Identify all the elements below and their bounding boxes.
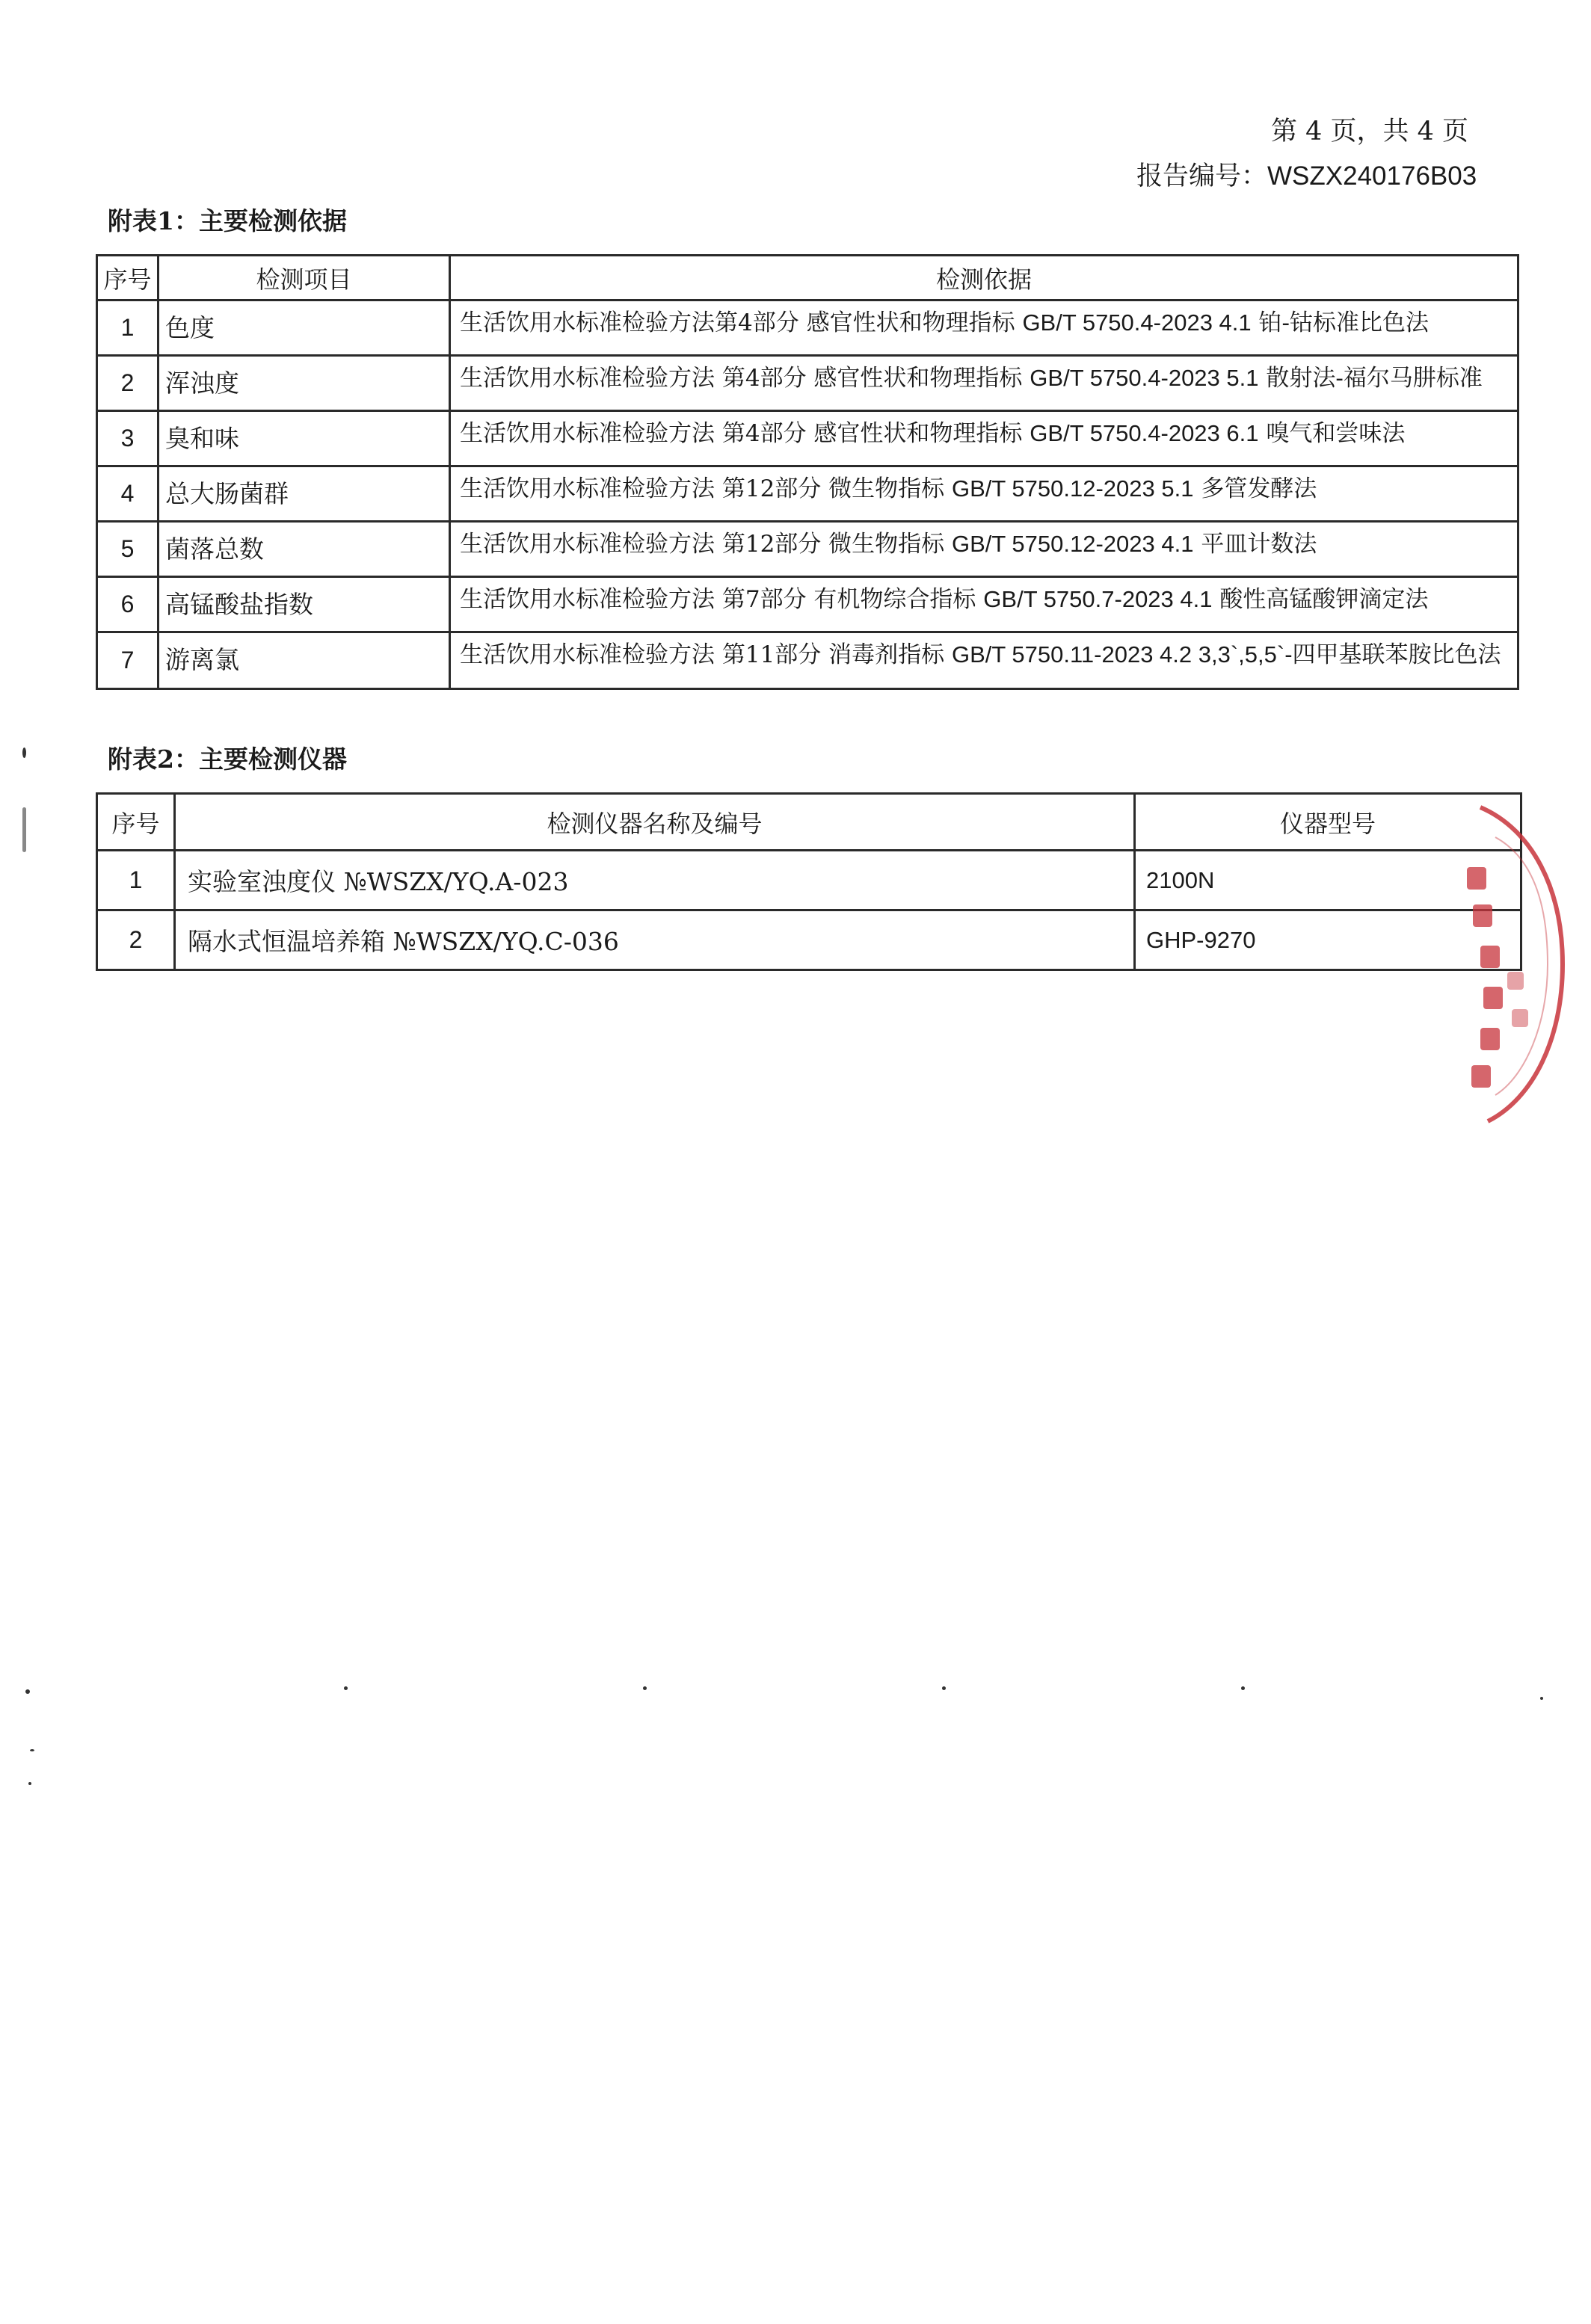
scan-speck xyxy=(1241,1686,1245,1690)
test-item: 浑浊度 xyxy=(159,356,450,411)
test-item: 臭和味 xyxy=(159,411,450,466)
table-row xyxy=(97,300,1518,356)
seal-lettering xyxy=(1467,867,1528,1088)
scan-speck xyxy=(344,1686,348,1690)
instrument-model: 2100N xyxy=(1135,851,1521,910)
page-indicator: 第 4 页，共 4 页 xyxy=(1271,117,1469,147)
scan-speck xyxy=(28,1782,31,1785)
test-basis: 生活饮用水标准检验方法 第7部分 有机物综合指标 GB/T 5750.7-2023 4.1 酸性高锰酸钾滴定法 xyxy=(450,577,1518,632)
seal-ring-inner xyxy=(1495,837,1548,1095)
column-header-item: 检测项目 xyxy=(159,256,450,300)
row-no: 5 xyxy=(97,522,159,577)
report-number-value: WSZX240176B03 xyxy=(1267,161,1477,191)
column-header-model: 仪器型号 xyxy=(1135,794,1521,851)
table-row xyxy=(97,632,1518,689)
row-no: 2 xyxy=(97,356,159,411)
appendix2-caption: 附表2：主要检测仪器 xyxy=(108,745,347,774)
row-no: 1 xyxy=(97,300,159,356)
company-seal xyxy=(1450,785,1591,1136)
table-row xyxy=(97,411,1518,466)
table-row xyxy=(97,851,1521,910)
test-basis: 生活饮用水标准检验方法 第11部分 消毒剂指标 GB/T 5750.11-2023 4.2 3,3`,5,5`-四甲基联苯胺比色法 xyxy=(450,632,1518,689)
instrument-model: GHP-9270 xyxy=(1135,910,1521,970)
row-no: 7 xyxy=(97,632,159,689)
test-item: 高锰酸盐指数 xyxy=(159,577,450,632)
table-row xyxy=(97,577,1518,632)
column-header-no: 序号 xyxy=(97,794,175,851)
column-header-basis: 检测依据 xyxy=(450,256,1518,300)
instrument-name: 实验室浊度仪 №WSZX/YQ.A-023 xyxy=(175,851,1135,910)
test-basis: 生活饮用水标准检验方法 第12部分 微生物指标 GB/T 5750.12-2023 4.1 平皿计数法 xyxy=(450,522,1518,577)
test-item: 菌落总数 xyxy=(159,522,450,577)
column-header-no: 序号 xyxy=(97,256,159,300)
scan-speck xyxy=(942,1686,946,1690)
row-no: 4 xyxy=(97,466,159,522)
scan-speck xyxy=(22,748,26,758)
table-row xyxy=(97,910,1521,970)
scan-speck xyxy=(25,1689,30,1694)
test-basis: 生活饮用水标准检验方法 第12部分 微生物指标 GB/T 5750.12-2023 5.1 多管发酵法 xyxy=(450,466,1518,522)
scan-speck xyxy=(643,1686,647,1690)
test-item: 游离氯 xyxy=(159,632,450,689)
scan-speck xyxy=(1540,1697,1543,1700)
table-row xyxy=(97,356,1518,411)
table-header-row xyxy=(97,256,1518,300)
test-basis: 生活饮用水标准检验方法 第4部分 感官性状和物理指标 GB/T 5750.4-2023 5.1 散射法-福尔马肼标准 xyxy=(450,356,1518,411)
test-item: 色度 xyxy=(159,300,450,356)
test-item: 总大肠菌群 xyxy=(159,466,450,522)
testing-basis-table xyxy=(96,254,1519,690)
row-no: 6 xyxy=(97,577,159,632)
test-basis: 生活饮用水标准检验方法 第4部分 感官性状和物理指标 GB/T 5750.4-2023 6.1 嗅气和尝味法 xyxy=(450,411,1518,466)
instrument-table xyxy=(96,792,1522,971)
report-number xyxy=(1136,155,1477,193)
table-row xyxy=(97,522,1518,577)
instrument-name: 隔水式恒温培养箱 №WSZX/YQ.C-036 xyxy=(175,910,1135,970)
scan-speck xyxy=(22,807,26,852)
column-header-instrument: 检测仪器名称及编号 xyxy=(175,794,1135,851)
test-basis: 生活饮用水标准检验方法第4部分 感官性状和物理指标 GB/T 5750.4-2023 4.1 铂-钴标准比色法 xyxy=(450,300,1518,356)
row-no: 3 xyxy=(97,411,159,466)
table-row xyxy=(97,466,1518,522)
row-no: 2 xyxy=(97,910,175,970)
table-header-row xyxy=(97,794,1521,851)
appendix1-caption: 附表1：主要检测依据 xyxy=(108,206,347,235)
row-no: 1 xyxy=(97,851,175,910)
scan-speck xyxy=(30,1749,34,1751)
report-number-label: 报告编号： xyxy=(1136,161,1268,191)
